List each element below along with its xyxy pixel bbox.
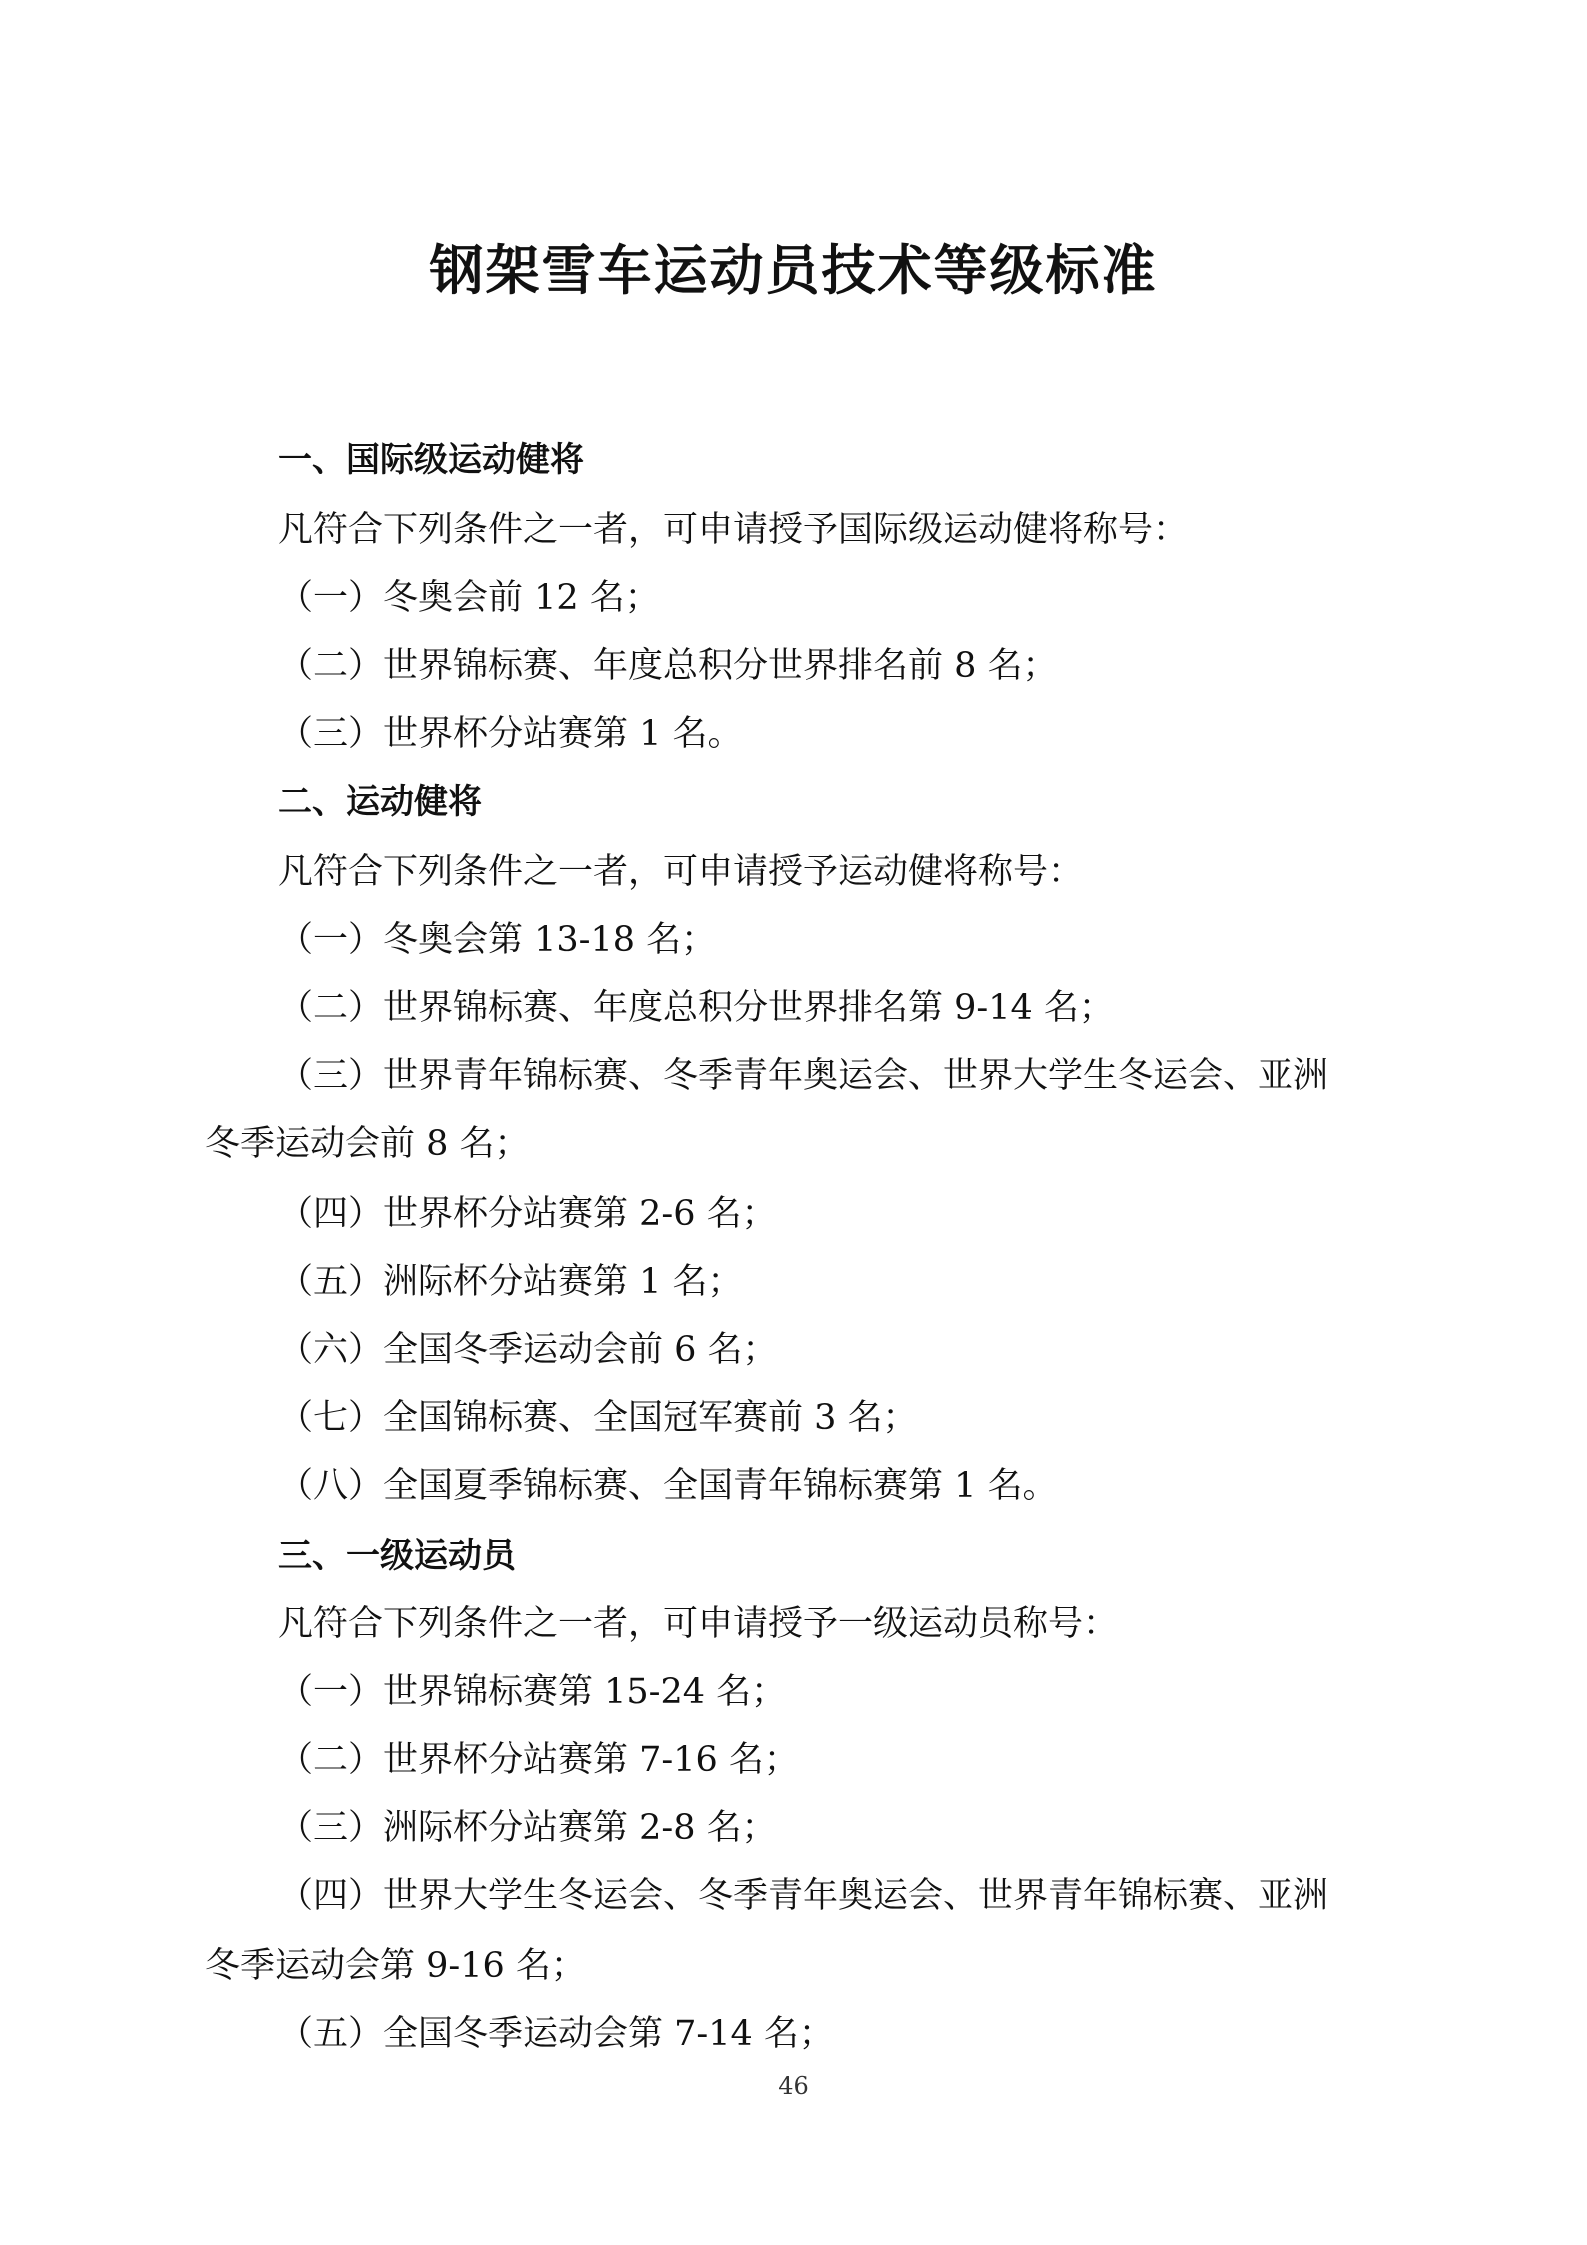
section-heading-international-master: 一、国际级运动健将 [278, 440, 584, 480]
document-title: 钢架雪车运动员技术等级标准 [429, 239, 1158, 302]
list-item: （五）洲际杯分站赛第 1 名； [278, 1262, 743, 1302]
list-item: （二）世界锦标赛、年度总积分世界排名第 9-14 名； [278, 988, 1114, 1028]
paragraph-line: 凡符合下列条件之一者，可申请授予运动健将称号： [278, 852, 1084, 892]
list-item: （一）冬奥会第 13-18 名； [278, 920, 717, 960]
paragraph-line: 凡符合下列条件之一者，可申请授予国际级运动健将称号： [278, 510, 1189, 550]
list-item: （六）全国冬季运动会前 6 名； [278, 1330, 778, 1370]
section-heading-first-class: 三、一级运动员 [278, 1536, 516, 1576]
list-item: （一）冬奥会前 12 名； [278, 578, 660, 618]
section-heading-master: 二、运动健将 [278, 782, 482, 822]
list-item: （三）洲际杯分站赛第 2-8 名； [278, 1808, 777, 1848]
list-item: （四）世界杯分站赛第 2-6 名； [278, 1194, 777, 1234]
list-item: （二）世界锦标赛、年度总积分世界排名前 8 名； [278, 646, 1058, 686]
list-item-continuation: 冬季运动会前 8 名； [205, 1124, 530, 1164]
list-item: （一）世界锦标赛第 15-24 名； [278, 1672, 787, 1712]
list-item: （八）全国夏季锦标赛、全国青年锦标赛第 1 名。 [278, 1466, 1058, 1506]
list-item: （二）世界杯分站赛第 7-16 名； [278, 1740, 799, 1780]
list-item: （七）全国锦标赛、全国冠军赛前 3 名； [278, 1398, 918, 1438]
list-item: （三）世界青年锦标赛、冬季青年奥运会、世界大学生冬运会、亚洲 [278, 1056, 1329, 1096]
list-item-continuation: 冬季运动会第 9-16 名； [205, 1946, 586, 1986]
paragraph-line: 凡符合下列条件之一者，可申请授予一级运动员称号： [278, 1604, 1119, 1644]
list-item: （三）世界杯分站赛第 1 名。 [278, 714, 743, 754]
page-number: 46 [778, 2072, 809, 2100]
list-item: （五）全国冬季运动会第 7-14 名； [278, 2014, 834, 2054]
list-item: （四）世界大学生冬运会、冬季青年奥运会、世界青年锦标赛、亚洲 [278, 1876, 1329, 1916]
